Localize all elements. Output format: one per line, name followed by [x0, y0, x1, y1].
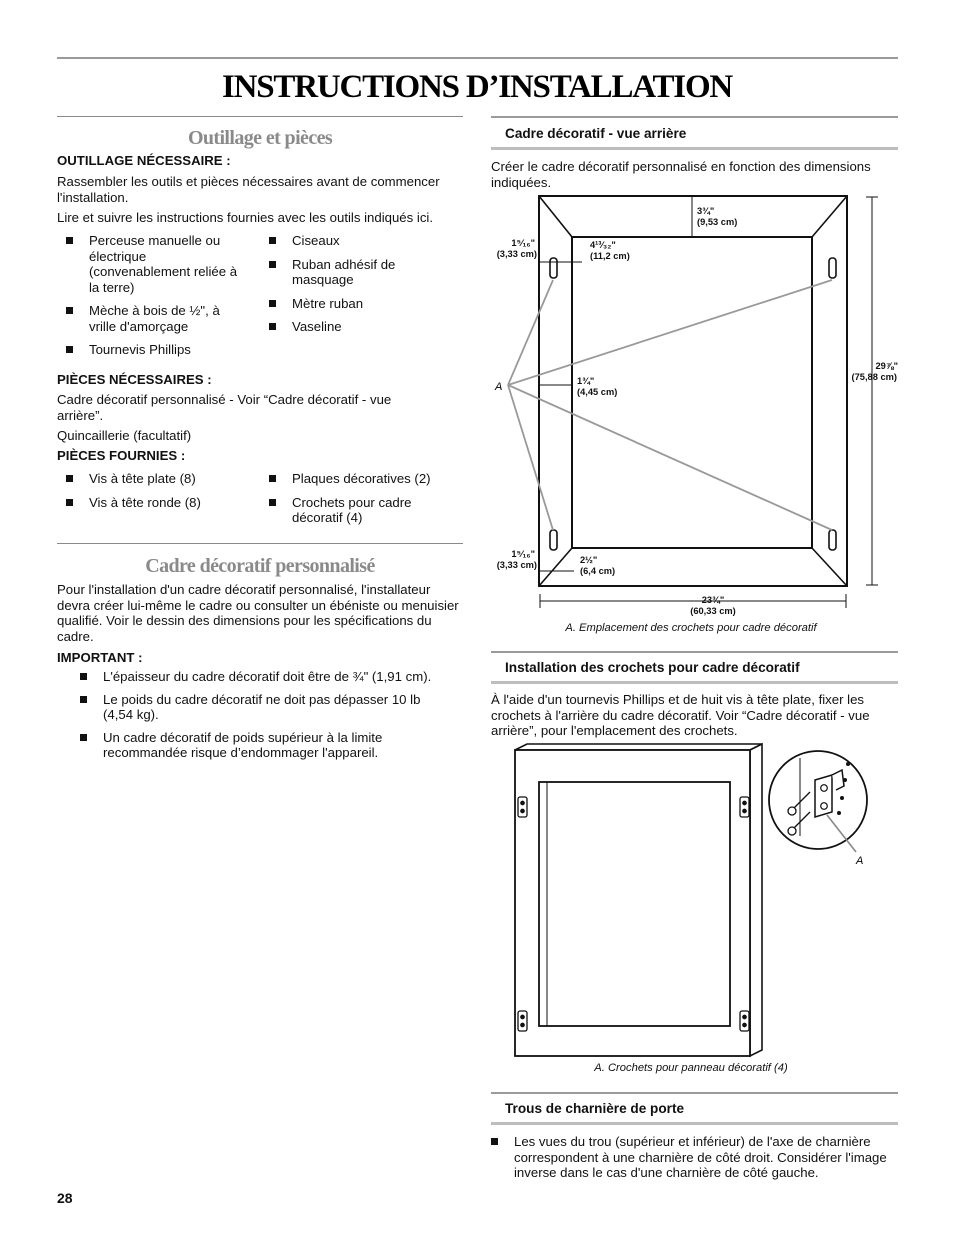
- list-item: L'épaisseur du cadre décoratif doit être de ¾" (1,91 cm).: [71, 669, 463, 685]
- dim-height-inch: 29⅞": [875, 361, 898, 371]
- frame-corner-line: [812, 196, 847, 237]
- callout-letter: A: [495, 381, 503, 393]
- parts-supplied-label: PIÈCES FOURNIES :: [57, 448, 186, 463]
- hook-slot: [550, 530, 557, 550]
- dim-side-top-cm: (3,33 cm): [496, 249, 537, 259]
- subsection-rule: [491, 1122, 898, 1125]
- callout-letter: A: [856, 855, 864, 867]
- hook-icon: [740, 797, 749, 817]
- custom-frame-body: Pour l'installation d'un cadre décoratif personnalisé, l'installateur devra créer lui-même le cadre ou consulter un ébéniste ou menuisier qualifié. Voir le dessin des dimensions pour les spécifications du cadre.: [57, 582, 459, 644]
- dim-mid-cm: (4,45 cm): [577, 387, 618, 397]
- callout-lines: [508, 280, 832, 530]
- subsection-rule: [491, 1092, 898, 1094]
- frame-corner-line: [539, 548, 572, 586]
- list-item: Vaseline: [260, 319, 442, 335]
- list-item: Ruban adhésif de masquage: [260, 257, 442, 288]
- list-item: Vis à tête ronde (8): [57, 495, 259, 511]
- frame-corner-line: [812, 548, 847, 586]
- dim-width-cm: (60,33 cm): [690, 606, 736, 616]
- list-item: Un cadre décoratif de poids supérieur à la limite recommandée risque d’endommager l'appareil.: [71, 730, 443, 761]
- list-item: Le poids du cadre décoratif ne doit pas dépasser 10 lb (4,54 kg).: [71, 692, 443, 723]
- bullet-square-icon: [269, 261, 276, 268]
- hinge-list: [482, 1134, 897, 1181]
- parts-required-text: Cadre décoratif personnalisé - Voir “Cadre décoratif - vue arrière”.: [57, 392, 392, 423]
- dim-side-bottom-inch: 1⁵⁄₁₆": [511, 549, 535, 559]
- list-item: Perceuse manuelle ou électrique (convenablement reliée à la terre): [57, 233, 249, 295]
- hook-slot: [550, 258, 557, 278]
- frame-corner-line: [539, 196, 572, 237]
- tools-required-label: OUTILLAGE NÉCESSAIRE :: [57, 153, 231, 168]
- dim-side-bottom-cm: (3,33 cm): [496, 560, 537, 570]
- bullet-square-icon: [491, 1138, 498, 1145]
- hooks-diagram: [500, 742, 900, 1062]
- important-list: [71, 669, 463, 761]
- tools-list-right: [260, 233, 460, 335]
- page-number: 28: [57, 1190, 73, 1206]
- list-item: Les vues du trou (supérieur et inférieur) de l'axe de charnière correspondent à une charnière de côté droit. Considérer l'image inverse dans le cas d'une charnière de côté gauche.: [482, 1134, 897, 1181]
- parts-required-label: PIÈCES NÉCESSAIRES :: [57, 372, 212, 387]
- parts-list-left: [57, 471, 257, 510]
- hooks-body: À l'aide d'un tournevis Phillips et de huit vis à tête plate, fixer les crochets à l'arrière du cadre décoratif. Voir “Cadre décoratif - vue arrière”, pour l'emplacement des crochets.: [491, 692, 870, 739]
- subsection-rule: [491, 651, 898, 653]
- dim-width-inch: 23¾": [701, 595, 725, 605]
- section-divider: [57, 543, 463, 544]
- bullet-square-icon: [269, 475, 276, 482]
- list-item: Mèche à bois de ½", à vrille d'amorçage: [57, 303, 249, 334]
- bullet-square-icon: [80, 696, 87, 703]
- bullet-square-icon: [80, 673, 87, 680]
- page-title: INSTRUCTIONS D’INSTALLATION: [221, 69, 733, 105]
- tools-intro-1: Rassembler les outils et pièces nécessaires avant de commencer l'installation.: [57, 174, 440, 205]
- bullet-square-icon: [80, 734, 87, 741]
- dim-inner-top-cm: (11,2 cm): [590, 251, 630, 261]
- panel-top-face: [515, 744, 762, 750]
- custom-frame-title: Cadre décoratif personnalisé: [145, 555, 375, 577]
- dim-mid-inch: 1¾": [577, 376, 595, 386]
- bullet-square-icon: [269, 237, 276, 244]
- dim-inner-top-inch: 4¹³⁄₃₂": [590, 240, 616, 250]
- bullet-square-icon: [66, 307, 73, 314]
- dim-bottom-inch: 2½": [580, 555, 598, 565]
- tools-section-title: Outillage et pièces: [187, 127, 333, 149]
- rear-view-body: Créer le cadre décoratif personnalisé en fonction des dimensions indiquées.: [491, 159, 871, 190]
- dim-height-cm: (75,88 cm): [851, 372, 897, 382]
- tools-list-left: [57, 233, 257, 358]
- dim-side-top-inch: 1⁵⁄₁₆": [511, 238, 535, 248]
- bullet-square-icon: [269, 300, 276, 307]
- subsection-rule: [491, 681, 898, 684]
- rear-view-title: Cadre décoratif - vue arrière: [505, 126, 687, 141]
- panel-front: [515, 750, 750, 1056]
- rear-view-diagram: [488, 188, 898, 628]
- hinge-title: Trous de charnière de porte: [505, 1101, 685, 1116]
- list-item: Ciseaux: [260, 233, 442, 249]
- bullet-square-icon: [66, 346, 73, 353]
- parts-list-right: [260, 471, 460, 526]
- important-label: IMPORTANT :: [57, 650, 143, 665]
- hook-slot: [829, 258, 836, 278]
- dim-top-inch: 3¾": [697, 206, 715, 216]
- rear-view-caption: A. Emplacement des crochets pour cadre décoratif: [565, 622, 817, 634]
- hook-icon: [740, 1011, 749, 1031]
- list-item: Vis à tête plate (8): [57, 471, 259, 487]
- hooks-caption: A. Crochets pour panneau décoratif (4): [594, 1062, 788, 1074]
- list-item: Crochets pour cadre décoratif (4): [260, 495, 462, 526]
- bullet-square-icon: [269, 323, 276, 330]
- tools-intro-2: Lire et suivre les instructions fournies avec les outils indiqués ici.: [57, 210, 434, 225]
- list-item: Plaques décoratives (2): [260, 471, 492, 487]
- bullet-square-icon: [269, 499, 276, 506]
- bullet-square-icon: [66, 237, 73, 244]
- hook-slot: [829, 530, 836, 550]
- subsection-rule: [491, 147, 898, 150]
- bullet-square-icon: [66, 475, 73, 482]
- hook-icon: [518, 1011, 527, 1031]
- hooks-title: Installation des crochets pour cadre décoratif: [505, 660, 800, 675]
- hook-icon: [518, 797, 527, 817]
- parts-required-hardware: Quincaillerie (facultatif): [57, 428, 192, 443]
- bullet-square-icon: [66, 499, 73, 506]
- list-item: Tournevis Phillips: [57, 342, 249, 358]
- dim-bottom-cm: (6,4 cm): [580, 566, 616, 576]
- panel-side-face: [750, 744, 762, 1056]
- subsection-rule: [491, 116, 898, 118]
- dim-top-cm: (9,53 cm): [697, 217, 738, 227]
- section-divider: [57, 116, 463, 117]
- top-rule: [57, 57, 898, 59]
- list-item: Mètre ruban: [260, 296, 442, 312]
